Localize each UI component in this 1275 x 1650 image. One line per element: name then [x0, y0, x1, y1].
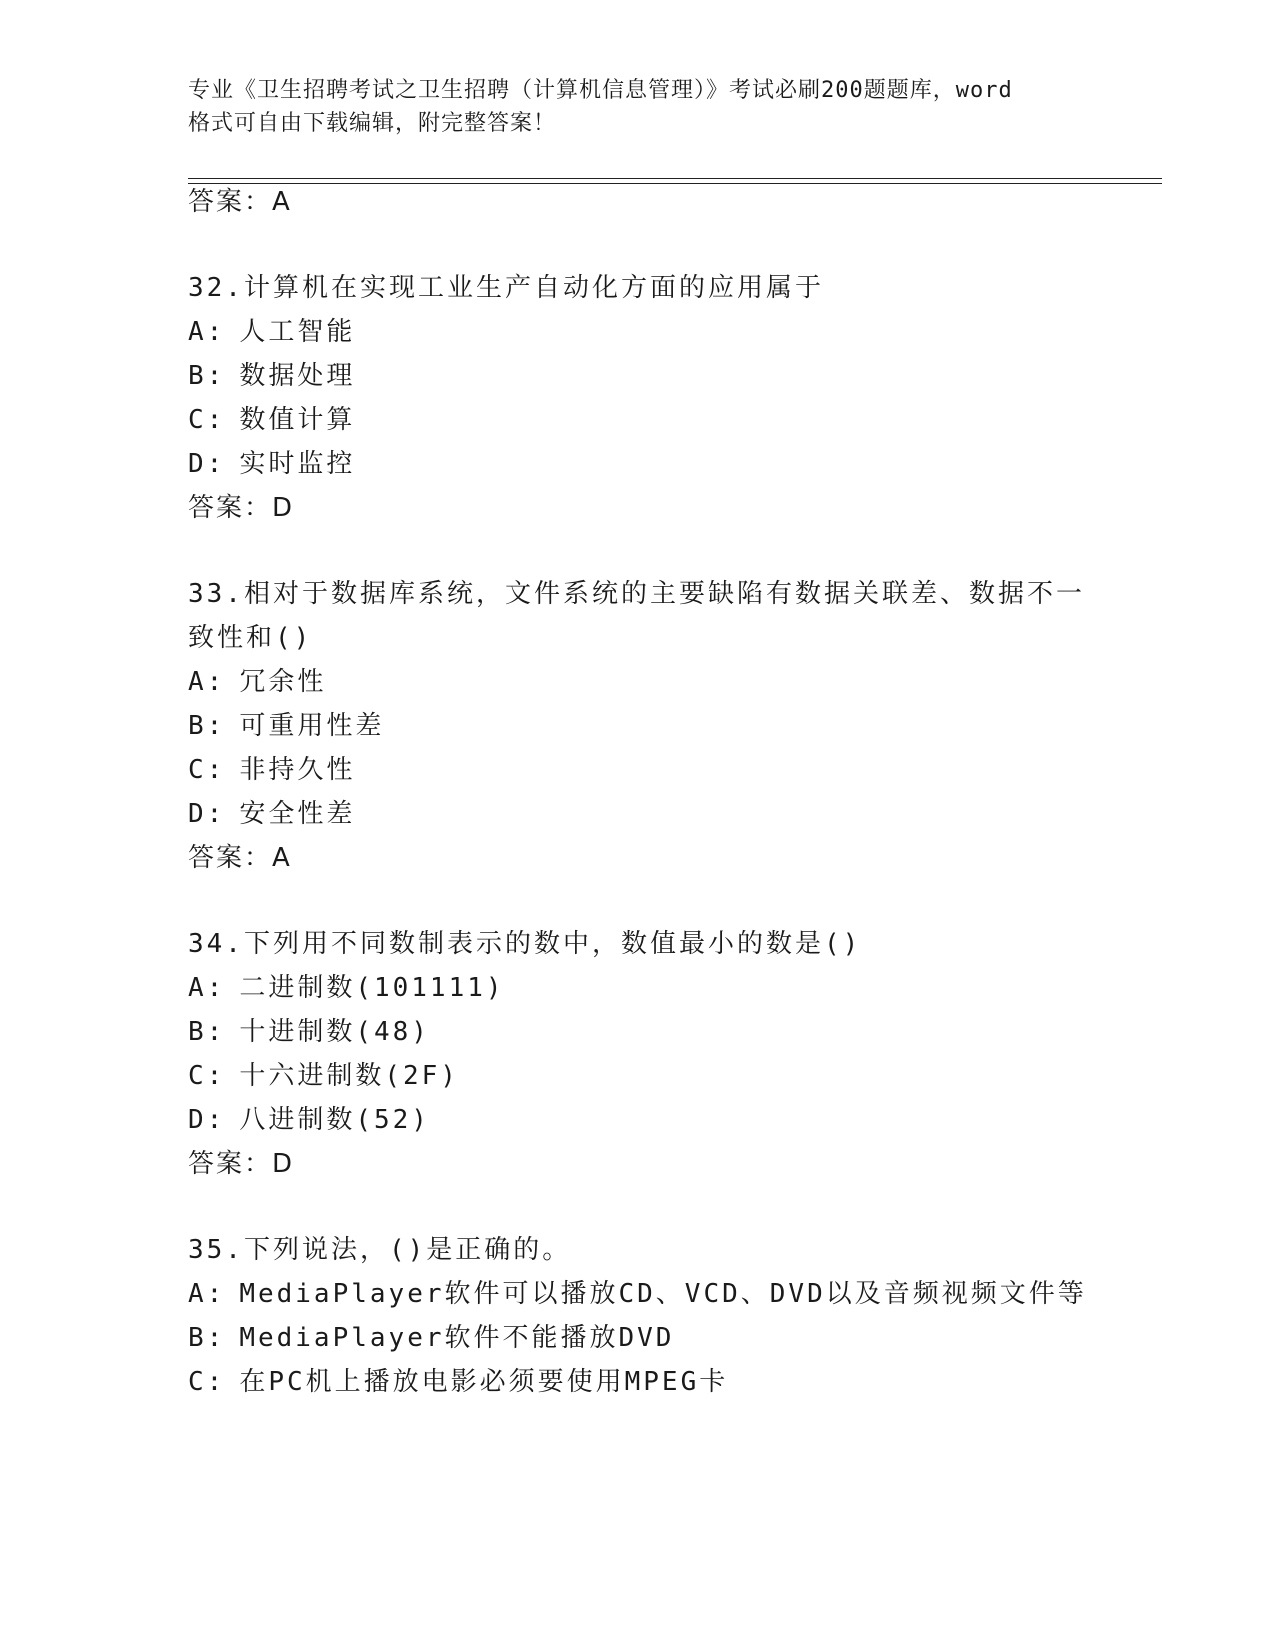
option-text: 人工智能: [239, 317, 356, 347]
option-letter: B:: [188, 1017, 226, 1047]
option-c: [188, 404, 355, 436]
answer-value: A: [272, 843, 292, 873]
option-a: [188, 666, 326, 698]
option-b: [188, 1322, 674, 1354]
option-a: [188, 972, 505, 1004]
answer-line: [188, 186, 292, 218]
option-letter: A:: [188, 973, 226, 1003]
option-letter: D:: [188, 799, 226, 829]
option-a: [188, 1278, 1087, 1310]
answer-label: 答案：: [188, 187, 273, 217]
option-text: 数据处理: [239, 361, 356, 391]
option-text: 安全性差: [239, 799, 356, 829]
option-text: 在PC机上播放电影必须要使用MPEG卡: [239, 1367, 729, 1397]
option-c: [188, 1060, 459, 1092]
option-d: [188, 448, 355, 480]
option-text: 数值计算: [239, 405, 356, 435]
option-text: 八进制数(52): [239, 1105, 430, 1135]
header-rule-top: [188, 178, 1162, 179]
option-text: 冗余性: [239, 667, 327, 697]
option-letter: B:: [188, 361, 226, 391]
option-text: MediaPlayer软件可以播放CD、VCD、DVD以及音频视频文件等: [239, 1279, 1087, 1309]
option-b: [188, 1016, 430, 1048]
option-letter: D:: [188, 449, 226, 479]
question-stem: 33.相对于数据库系统，文件系统的主要缺陷有数据关联差、数据不一: [188, 579, 1085, 609]
header-rule-bottom: [188, 183, 1162, 184]
option-text: MediaPlayer软件不能播放DVD: [239, 1323, 675, 1353]
option-letter: C:: [188, 1367, 226, 1397]
option-letter: C:: [188, 405, 226, 435]
option-text: 可重用性差: [239, 711, 385, 741]
document-header: [188, 74, 1088, 140]
answer-label: 答案：: [188, 1149, 273, 1179]
option-text: 非持久性: [239, 755, 356, 785]
option-text: 二进制数(101111): [239, 973, 505, 1003]
answer-line: [188, 1148, 294, 1180]
option-letter: B:: [188, 711, 226, 741]
option-d: [188, 1104, 430, 1136]
question-stem: 32.计算机在实现工业生产自动化方面的应用属于: [188, 273, 824, 303]
answer-label: 答案：: [188, 843, 273, 873]
option-c: [188, 1366, 728, 1398]
answer-line: [188, 842, 292, 874]
header-line-2: 格式可自由下载编辑，附完整答案！: [188, 111, 557, 136]
option-b: [188, 360, 355, 392]
answer-value: A: [272, 187, 292, 217]
question-stem: 34.下列用不同数制表示的数中，数值最小的数是(): [188, 929, 862, 959]
header-line-1: 专业《卫生招聘考试之卫生招聘（计算机信息管理）》考试必刷200题题库，word: [188, 78, 1013, 103]
option-letter: A:: [188, 317, 226, 347]
option-letter: A:: [188, 1279, 226, 1309]
option-text: 十六进制数(2F): [239, 1061, 459, 1091]
answer-line: [188, 492, 294, 524]
option-letter: C:: [188, 755, 226, 785]
option-a: [188, 316, 355, 348]
option-letter: B:: [188, 1323, 226, 1353]
option-letter: C:: [188, 1061, 226, 1091]
option-d: [188, 798, 355, 830]
option-text: 十进制数(48): [239, 1017, 430, 1047]
answer-value: D: [272, 1149, 295, 1179]
option-letter: D:: [188, 1105, 226, 1135]
answer-label: 答案：: [188, 493, 273, 523]
option-c: [188, 754, 355, 786]
answer-value: D: [272, 493, 295, 523]
option-text: 实时监控: [239, 449, 356, 479]
option-b: [188, 710, 384, 742]
question-stem: 35.下列说法，()是正确的。: [188, 1235, 572, 1265]
option-letter: A:: [188, 667, 226, 697]
question-stem-continued: 致性和(): [188, 623, 313, 653]
